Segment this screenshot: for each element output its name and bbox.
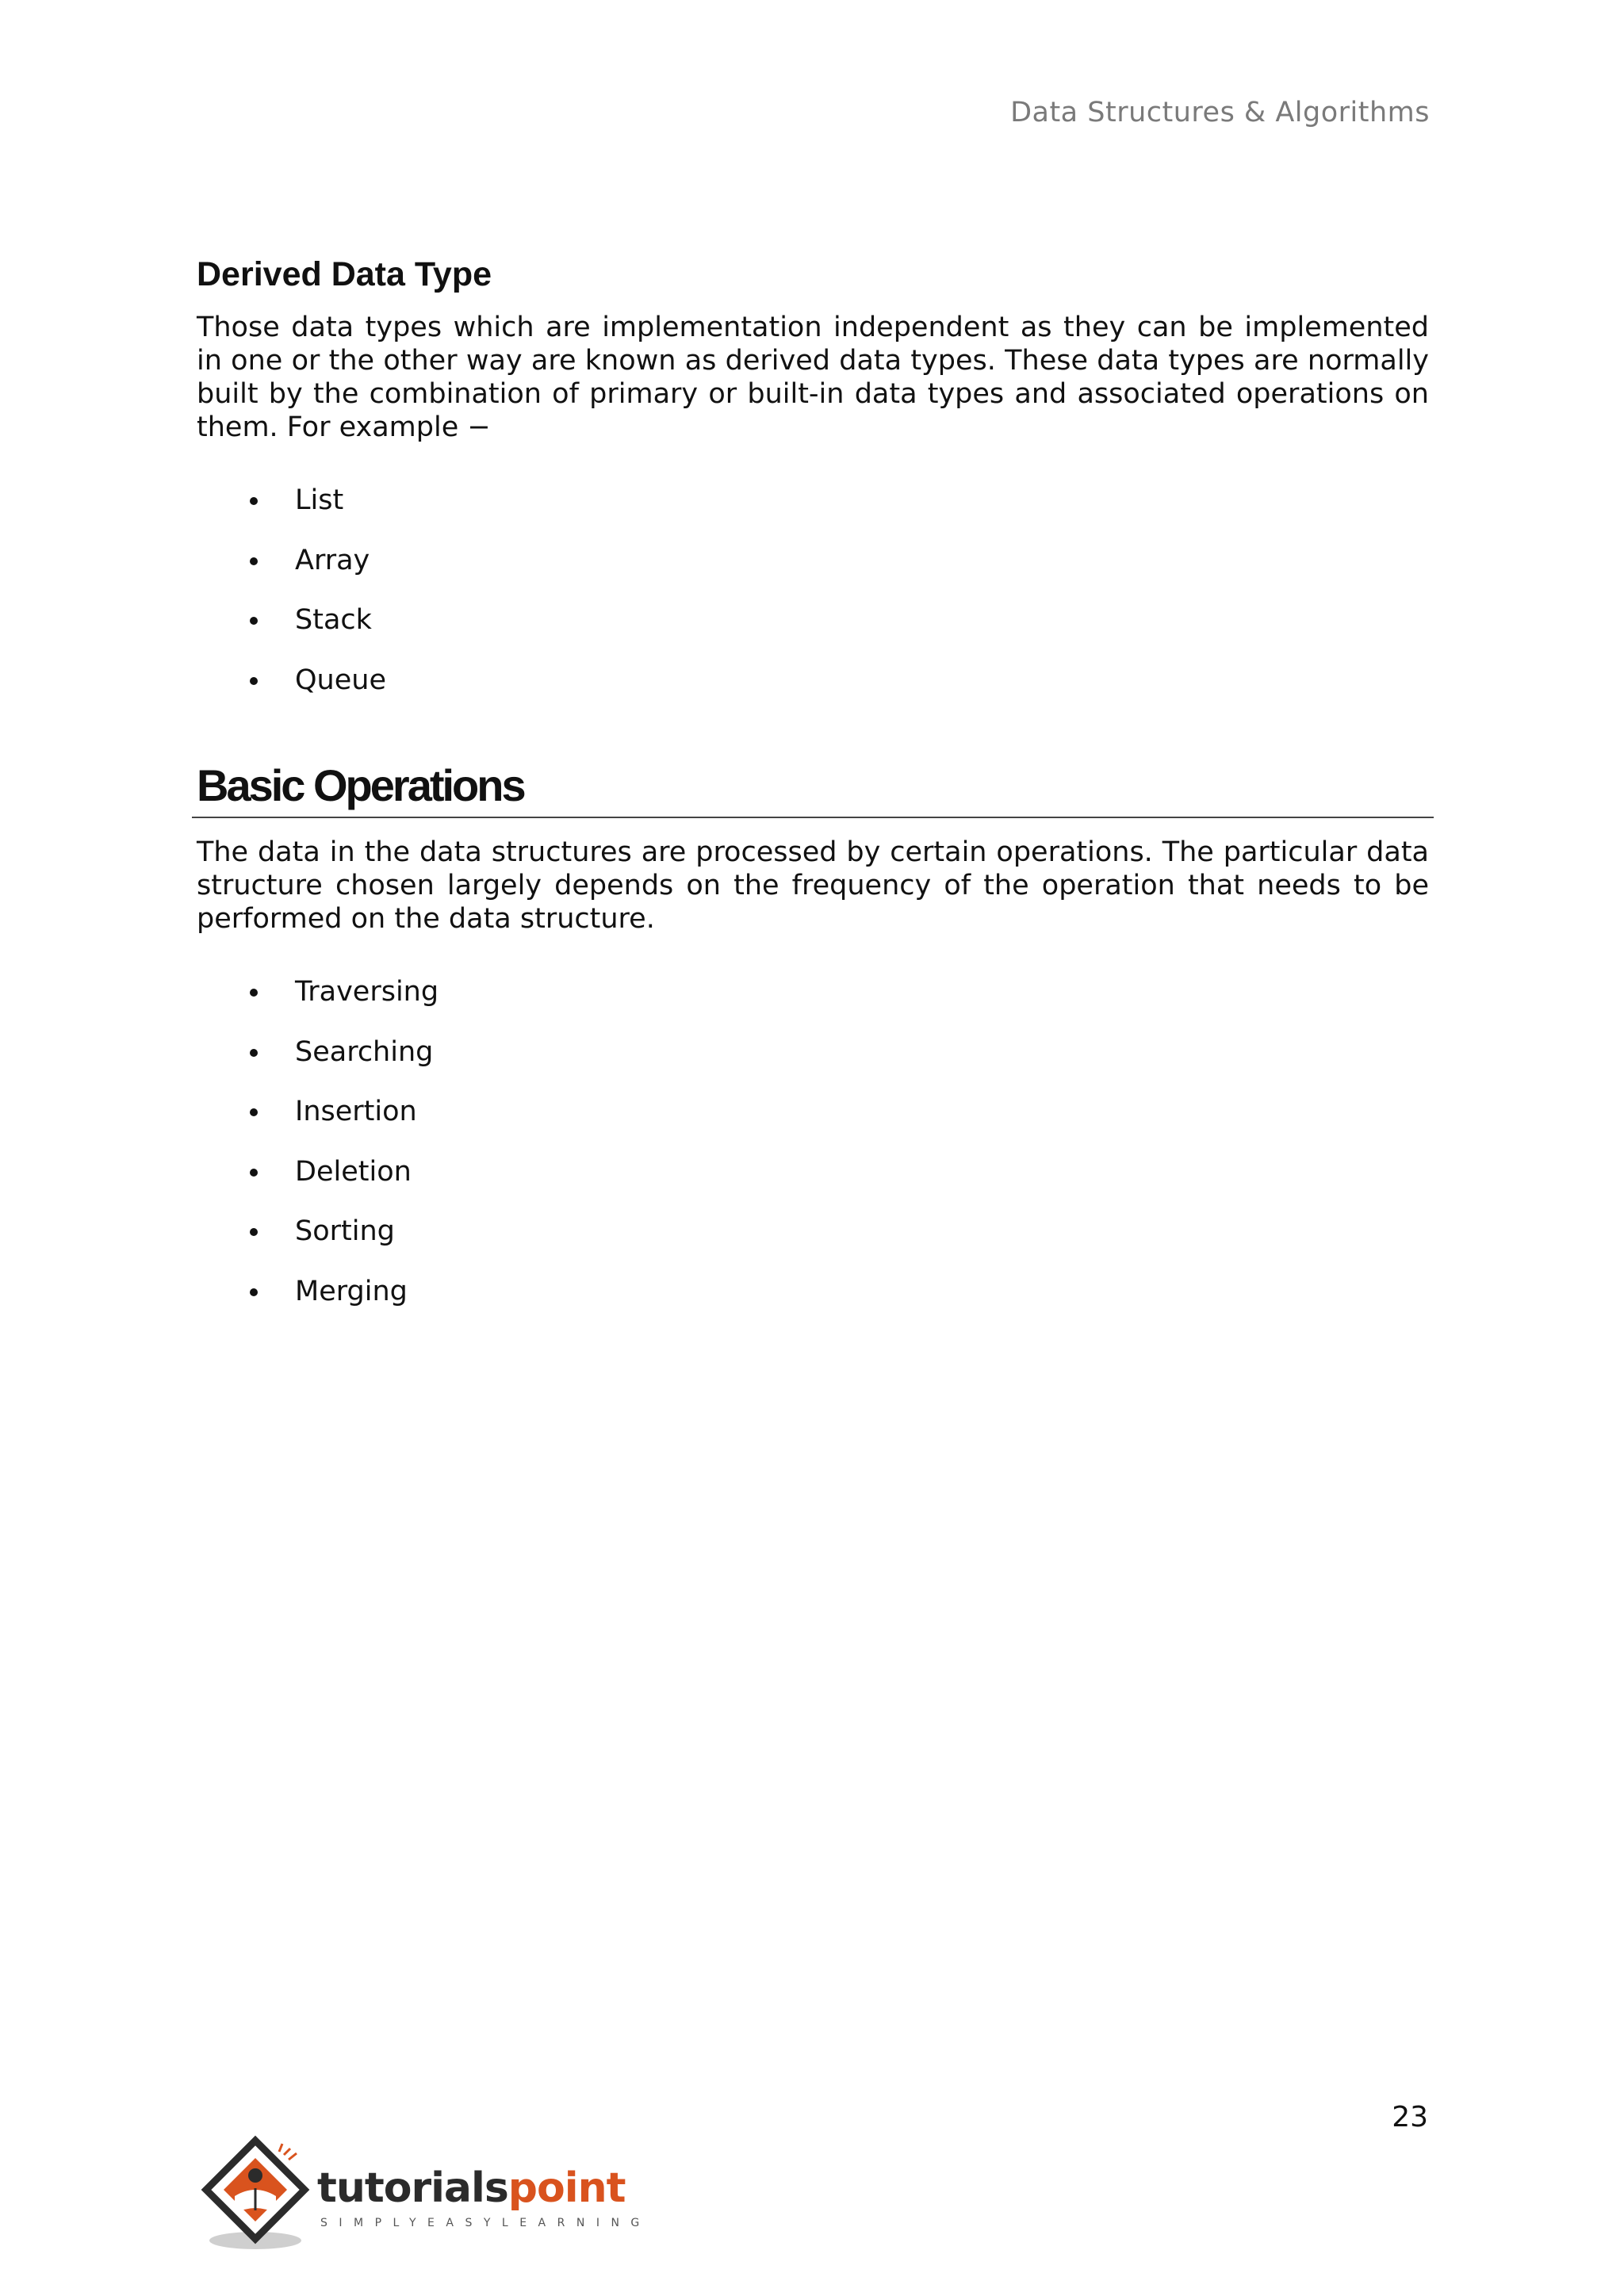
list-item [242,484,386,544]
list-item-label: Sorting [295,1215,395,1247]
list-item-label: Queue [295,664,386,696]
bullet-icon [250,617,258,625]
basic-operations-paragraph: The data in the data structures are processed by certain operations. The particular data structure chosen largely depends on the frequency of the operation that needs to be performed on the data structure. [197,836,1429,935]
list-item [242,603,386,664]
bullet-icon [250,557,258,565]
list-item-label: Stack [295,604,372,636]
running-header: Data Structures & Algorithms [1010,97,1430,128]
heading-divider [192,817,1434,818]
bullet-icon [250,677,258,685]
bullet-icon [250,1228,258,1236]
list-item [242,975,439,1035]
bullet-icon [250,497,258,505]
logo-tagline: SIMPLYEASYLEARNING [320,2217,651,2229]
basic-operations-heading: Basic Operations [197,760,524,810]
logo-wordmark [317,2164,625,2212]
list-item [242,1155,439,1215]
bullet-icon [250,1169,258,1177]
list-item-label: Traversing [295,976,439,1008]
list-item [242,1095,439,1155]
list-item [242,1035,439,1096]
bullet-icon [250,1108,258,1116]
list-item [242,664,386,724]
tutorialspoint-logo [193,2131,651,2258]
logo-word-tutorials: tutorials [317,2164,508,2212]
bullet-icon [250,1288,258,1296]
page-number: 23 [1392,2101,1428,2133]
list-item-label: Merging [295,1275,408,1307]
list-item-label: Insertion [295,1096,417,1127]
derived-data-type-heading: Derived Data Type [197,255,492,293]
list-item-label: Deletion [295,1155,412,1188]
derived-types-list [242,484,386,723]
list-item-label: List [295,484,344,516]
bullet-icon [250,1049,258,1057]
logo-emblem-icon [193,2131,320,2258]
logo-word-point: point [508,2164,626,2212]
list-item-label: Searching [295,1035,434,1068]
operations-list [242,975,439,1334]
list-item [242,1275,439,1335]
list-item [242,544,386,604]
list-item [242,1215,439,1275]
derived-data-type-paragraph: Those data types which are implementation independent as they can be implemented in one or the other way are known as derived data types. These data types are normally built by the combination of primary or built-in data types and associated operations on them. For example − [197,312,1429,443]
list-item-label: Array [295,544,370,576]
bullet-icon [250,989,258,997]
